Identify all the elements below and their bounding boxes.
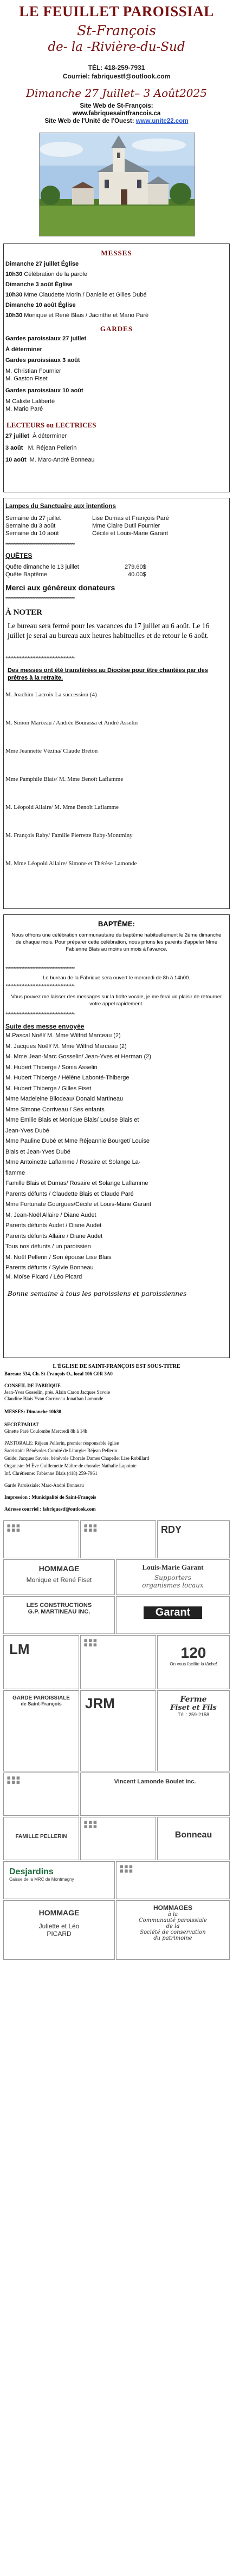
noter-text: Le bureau sera fermé pour les vacances du 17 juillet au 6 août. Le 16 juillet je serai au bureau aux heures habituelles et de retour le 6 août. <box>8 622 210 640</box>
messe-line: Dimanche 27 juillet Église <box>5 261 79 267</box>
envoyee-line: M. Jacques Noël/ M. Mme Wilfrid Marceau (2) <box>5 1043 127 1050</box>
hommage-names: PICARD <box>47 1930 72 1938</box>
organiste-line: Organiste: M Ève Guillemette Maître de chorale: Nathalie Lapointe <box>4 1463 137 1468</box>
ferme-phone: Tél.: 259-2158 <box>177 1712 210 1717</box>
envoyee-line: Parents défunts / Claudette Blais et Claude Paré <box>5 1190 134 1197</box>
hommage-names: Juliette et Léo <box>38 1922 80 1930</box>
star-separator: ******************************************** <box>5 596 75 602</box>
envoyee-heading: Suite des messe envoyée <box>5 1023 85 1030</box>
merci-donateurs: Merci aux généreux donateurs <box>5 583 115 592</box>
church-photo <box>39 133 195 236</box>
baptemes-line: Inf. Chrétienne: Fabienne Blais (418) 259-7961 <box>4 1471 98 1476</box>
garde-line: Gardes paroissiaux 27 juillet <box>5 335 87 342</box>
lampe-row: Semaine du 10 août <box>5 530 59 537</box>
conseil-heading: CONSEIL DE FABRIQUE <box>4 1383 61 1388</box>
quete-amount: 279.60$ <box>125 564 146 570</box>
website-label-1: Site Web de St-François: <box>80 103 153 109</box>
envoyee-line: M. Hubert Thiberge / Sonia Asselin <box>5 1064 98 1071</box>
impression-line: Impression : Municipalité de Saint-François <box>4 1494 96 1500</box>
garde-line: Gardes paroissiaux 3 août <box>5 357 80 364</box>
bapteme-text: Nous offrons une célébration communautaire du baptême habituellement le 2ème dimanche de chaque mois. Pour préparer cette célébration, nous prions les parents d'appeler Mme Fabienne Blais au moins un mois à l'avance. <box>11 932 222 952</box>
construction-name: G.P. MARTINEAU INC. <box>28 1609 90 1615</box>
garde-line: Garde Paroissiale: Marc-André Bonneau <box>4 1483 84 1488</box>
bonneau-logo: Bonneau <box>174 1830 212 1840</box>
envoyee-line: M. Noël Pellerin / Son épouse Lise Blais <box>5 1254 112 1261</box>
desjardins-logo: Desjardins <box>9 1867 54 1876</box>
transfer-line: M. Joachim Lacroix La succession (4) <box>5 691 97 698</box>
garant-auto-ad <box>116 1596 230 1634</box>
rdy-ad <box>157 1520 230 1558</box>
envoyee-line: Mme Antoinette Laflamme / Rosaire et Solange La- <box>5 1159 141 1165</box>
gardes-heading: GARDES <box>100 325 133 333</box>
jrm-logo: JRM <box>85 1695 115 1711</box>
pellerin-ad <box>3 1817 79 1860</box>
conseil-line: Claudine Blais Yvan Corriveau Jonathan Lamonde <box>4 1396 103 1401</box>
star-separator: ******************************************** <box>5 656 75 662</box>
envoyee-line: Parents défunts Allaire / Diane Audet <box>5 1233 103 1240</box>
eglise-heading: L'ÉGLISE DE SAINT-FRANÇOIS EST SOUS-TITRE <box>53 1363 180 1369</box>
messe-line: Dimanche 10 août Église <box>5 302 76 308</box>
hommage-names: Monique et René Fiset <box>26 1576 92 1584</box>
hommage-line: à la <box>167 1912 178 1918</box>
envoyee-line: M. Mme Jean-Marc Gosselin/ Jean-Yves et Herman (2) <box>5 1053 151 1060</box>
messe-line: 10h30 Mme Claudette Morin / Danielle et Gilles Dubé <box>5 292 147 298</box>
sponsor-ad: ▦ ▦ ▦ ▦ ▦ ▦ <box>3 1773 79 1816</box>
voicemail-text: Vous pouvez me laisser des messages sur la boîte vocale, je me ferai un plaisir de retourner votre appel rapidement. <box>11 994 222 1007</box>
envoyee-line: Mme Fortunate Gourgues/Cécile et Louis-Marie Garant <box>5 1201 152 1208</box>
pellerin-name: FAMILLE PELLERIN <box>15 1834 67 1840</box>
bulletin-title: LE FEUILLET PAROISSIAL <box>19 3 214 19</box>
transfer-line: Mme Pamphile Blais/ M. Mme Benoît Laflamme <box>5 776 124 782</box>
envoyee-line: M. Hubert Thiberge / Hélène Labonté-Thiberge <box>5 1075 130 1081</box>
envoyee-line: Blais et Jean-Yves Dubé <box>5 1148 70 1155</box>
lecteur-line: 3 août M. Réjean Pellerin <box>5 445 77 451</box>
envoyee-signature: M. Moïse Picard / Léo Picard <box>5 1274 82 1280</box>
adresse-line: Adresse courriel : fabriquestf@outlook.com <box>4 1506 96 1512</box>
sponsor-ad: ▦ ▦ ▦ ▦ ▦ ▦ <box>80 1520 156 1558</box>
hommage-fiset-ad <box>3 1559 115 1595</box>
website-link-2[interactable]: www.unite22.com <box>135 118 189 124</box>
ferme-ad <box>157 1690 230 1771</box>
transfer-line: M. François Raby/ Famille Pierrette Raby-Montminy <box>5 832 133 839</box>
closing-wish: Bonne semaine à tous les paroissiens et paroissiennes <box>8 1290 187 1297</box>
garde-line: M Calixte Laliberté <box>5 398 55 405</box>
envoyee-line: Parents défunts Audet / Diane Audet <box>5 1222 102 1229</box>
envoyee-line: flamme <box>5 1169 25 1176</box>
supporter-line: organismes locaux <box>142 1582 204 1589</box>
lecteur-line: 10 août M. Marc-André Bonneau <box>5 457 95 463</box>
lm-ad <box>3 1635 79 1689</box>
hommage-line: de la <box>166 1923 180 1929</box>
garde-line: M. Christian Fournier <box>5 368 61 374</box>
desjardins-ad <box>3 1861 115 1899</box>
star-separator: ******************************************** <box>5 1012 75 1018</box>
lampes-heading: Lampes du Sanctuaire aux intentions <box>5 503 116 510</box>
anniversary-number: 120 <box>180 1644 206 1661</box>
noter-heading: À NOTER <box>5 608 42 617</box>
sponsor-ad: ▦ ▦ ▦ ▦ ▦ ▦ <box>3 1520 79 1558</box>
transfer-line: M. Léopold Allaire/ M. Mme Benoît Laflamme <box>5 804 119 811</box>
church-illustration <box>40 133 195 236</box>
envoyee-line: M. Jean-Noël Allaire / Diane Audet <box>5 1211 96 1218</box>
garde-line: À déterminer <box>5 346 42 353</box>
envoyee-line: Mme Pauline Dubé et Mme Réjeannie Bourget/ Louise <box>5 1138 150 1144</box>
hommage-line: Société de conservation <box>140 1929 206 1935</box>
messe-line: 10h30 Célébration de la parole <box>5 271 88 278</box>
pastorale-line: PASTORALE: Réjean Pellerin, premier responsable église <box>4 1440 119 1446</box>
sponsor-ad: ▦ ▦ ▦ ▦ ▦ ▦ <box>80 1635 156 1689</box>
garde-par-title: GARDE PAROISSIALE <box>12 1695 70 1701</box>
envoyee-line: Mme Emilie Blais et Monique Blais/ Louise Blais et <box>5 1117 139 1123</box>
eglise-bureau: Bureau: 534, Ch. St-François O., local 106 G0R 3A0 <box>4 1371 113 1376</box>
jrm-ad <box>80 1690 156 1771</box>
sponsor-ad: ▦ ▦ ▦ ▦ ▦ ▦ <box>80 1817 156 1860</box>
lecteur-line: 27 juillet À déterminer <box>5 433 67 439</box>
transferees-heading: Des messes ont été transférées au Diocèse pour être chantées par des prêtres à la retraite. <box>8 667 208 681</box>
guide-line: Guide: Jacques Savoie, bénévole Chorale Dames Chapelle: Lise Robillard <box>4 1455 150 1461</box>
phone-number: TÉL: 418-259-7931 <box>88 64 145 71</box>
lampe-row: Semaine du 3 août <box>5 523 56 529</box>
envoyee-line: Tous nos défunts / un paroissien <box>5 1243 91 1250</box>
website-link-1[interactable]: www.fabriquesaintfrancois.ca <box>72 110 161 117</box>
bapteme-heading: BAPTÊME: <box>98 920 135 928</box>
hommage-picard-ad <box>3 1900 115 1960</box>
hommage-title: HOMMAGE <box>38 1564 80 1573</box>
envoyee-line: M. Hubert Thiberge / Gilles Fiset <box>5 1085 92 1092</box>
vincent-name: Vincent Lamonde Boulet inc. <box>114 1778 196 1785</box>
info-box <box>3 498 230 909</box>
lampe-row-name: Cécile et Louis-Marie Garant <box>92 530 169 537</box>
garde-line: Gardes paroissiaux 10 août <box>5 387 83 394</box>
lm-logo: LM <box>9 1641 30 1657</box>
parish-name-line2: de- la -Rivière-du-Sud <box>48 40 185 54</box>
anniversary-ad <box>157 1635 230 1689</box>
bonneau-ad <box>157 1817 230 1860</box>
star-separator: ******************************************** <box>5 984 75 990</box>
envoyee-line: Famille Blais et Dumas/ Rosaire et Solange Laflamme <box>5 1180 148 1187</box>
envoyee-line: Mme Madeleine Bilodeau/ Donald Martineau <box>5 1096 124 1102</box>
secretariat-line: Ginette Paré Coulombe Mercredi 8h à 14h <box>4 1428 87 1434</box>
parish-name-line1: St-François <box>77 23 156 38</box>
vincent-ad <box>80 1773 230 1816</box>
messes-heading: MESSES <box>101 249 132 257</box>
hommage-title: HOMMAGES <box>153 1904 192 1912</box>
lecteurs-heading: LECTEURS ou LECTRICES <box>7 421 96 429</box>
construction-name: LES CONSTRUCTIONS <box>26 1602 92 1609</box>
envoyee-line: M.Pascal Noël/ M. Mme Wilfrid Marceau (2) <box>5 1032 121 1039</box>
transfer-line: M. Simon Marceau / Andrée Bourassa et André Asselin <box>5 720 138 726</box>
rdy-logo: RDY <box>161 1524 182 1535</box>
anniversary-slogan: On vous facilite la tâche! <box>170 1662 217 1666</box>
hommage-line: du patrimoine <box>153 1935 192 1941</box>
hommage-line: Communauté paroissiale <box>139 1918 207 1923</box>
star-separator: ******************************************** <box>5 542 75 548</box>
quetes-heading: QUÊTES <box>5 552 33 559</box>
hommage-title: HOMMAGE <box>38 1908 80 1917</box>
transfer-line: M. Mme Léopold Allaire/ Simone et Thérèse Lamonde <box>5 860 137 867</box>
envoyee-line: Parents défunts / Sylvie Bonneau <box>5 1264 94 1271</box>
star-separator: ******************************************** <box>5 966 75 972</box>
garant-name: Louis-Marie Garant <box>142 1563 204 1571</box>
hommage-communaute-ad <box>116 1900 230 1960</box>
garant-ad <box>116 1559 230 1595</box>
bureau-hours: Le bureau de la Fabrique sera ouvert le mercredi de 8h à 14h00. <box>43 975 190 981</box>
garant-logo: Garant <box>144 1606 202 1619</box>
garde-line: M. Gaston Fiset <box>5 375 48 382</box>
secretariat-heading: SECRÉTARIAT <box>4 1422 39 1427</box>
sponsor-ad: ▦ ▦ ▦ ▦ ▦ ▦ <box>116 1861 230 1899</box>
garde-line: M. Mario Paré <box>5 406 43 412</box>
messe-line: 10h30 Monique et René Blais / Jacinthe et Mario Paré <box>5 312 149 319</box>
envoyee-line: Jean-Yves Dubé <box>5 1127 49 1134</box>
garde-paroissiale-ad <box>3 1690 79 1771</box>
messe-line: Dimanche 3 août Église <box>5 281 73 288</box>
envoyee-line: Mme Simone Corriveau / Ses enfants <box>5 1106 105 1113</box>
messes-schedule: MESSES: Dimanche 10h30 <box>4 1409 62 1414</box>
lampe-row-name: Mme Claire Dutil Fournier <box>92 523 160 529</box>
bulletin-date-range: Dimanche 27 Juillet– 3 Août2025 <box>26 87 207 100</box>
website-line-2: Site Web de l'Unité de l'Ouest: www.unite22.com <box>44 118 189 124</box>
desjardins-sub: Caisse de la MRC de Montmagny <box>9 1877 74 1882</box>
quete-row: Quête Baptême <box>5 571 48 578</box>
garde-par-sub: de Saint-François <box>21 1701 62 1707</box>
lampe-row-name: Lise Dumas et François Paré <box>92 515 169 522</box>
ferme-title: Ferme <box>180 1695 207 1704</box>
lampe-row: Semaine du 27 juillet <box>5 515 61 522</box>
conseil-line: Jean-Yves Gosselin, prés. Alain Caron Jacques Savoie <box>4 1389 111 1395</box>
transfer-line: Mme Jeannette Vézina/ Claude Breton <box>5 748 98 754</box>
quete-row: Quête dimanche le 13 juillet <box>5 564 79 570</box>
sacristain-line: Sacristain: Bénévoles Comité de Liturgie: Réjean Pellerin <box>4 1448 118 1453</box>
ferme-name: Fiset et Fils <box>170 1704 217 1712</box>
construction-ad <box>3 1596 115 1634</box>
supporter-line: Supporters <box>154 1574 192 1582</box>
email-address: Courriel: fabriquestf@outlook.com <box>62 73 171 80</box>
quete-amount: 40.00$ <box>128 571 146 578</box>
